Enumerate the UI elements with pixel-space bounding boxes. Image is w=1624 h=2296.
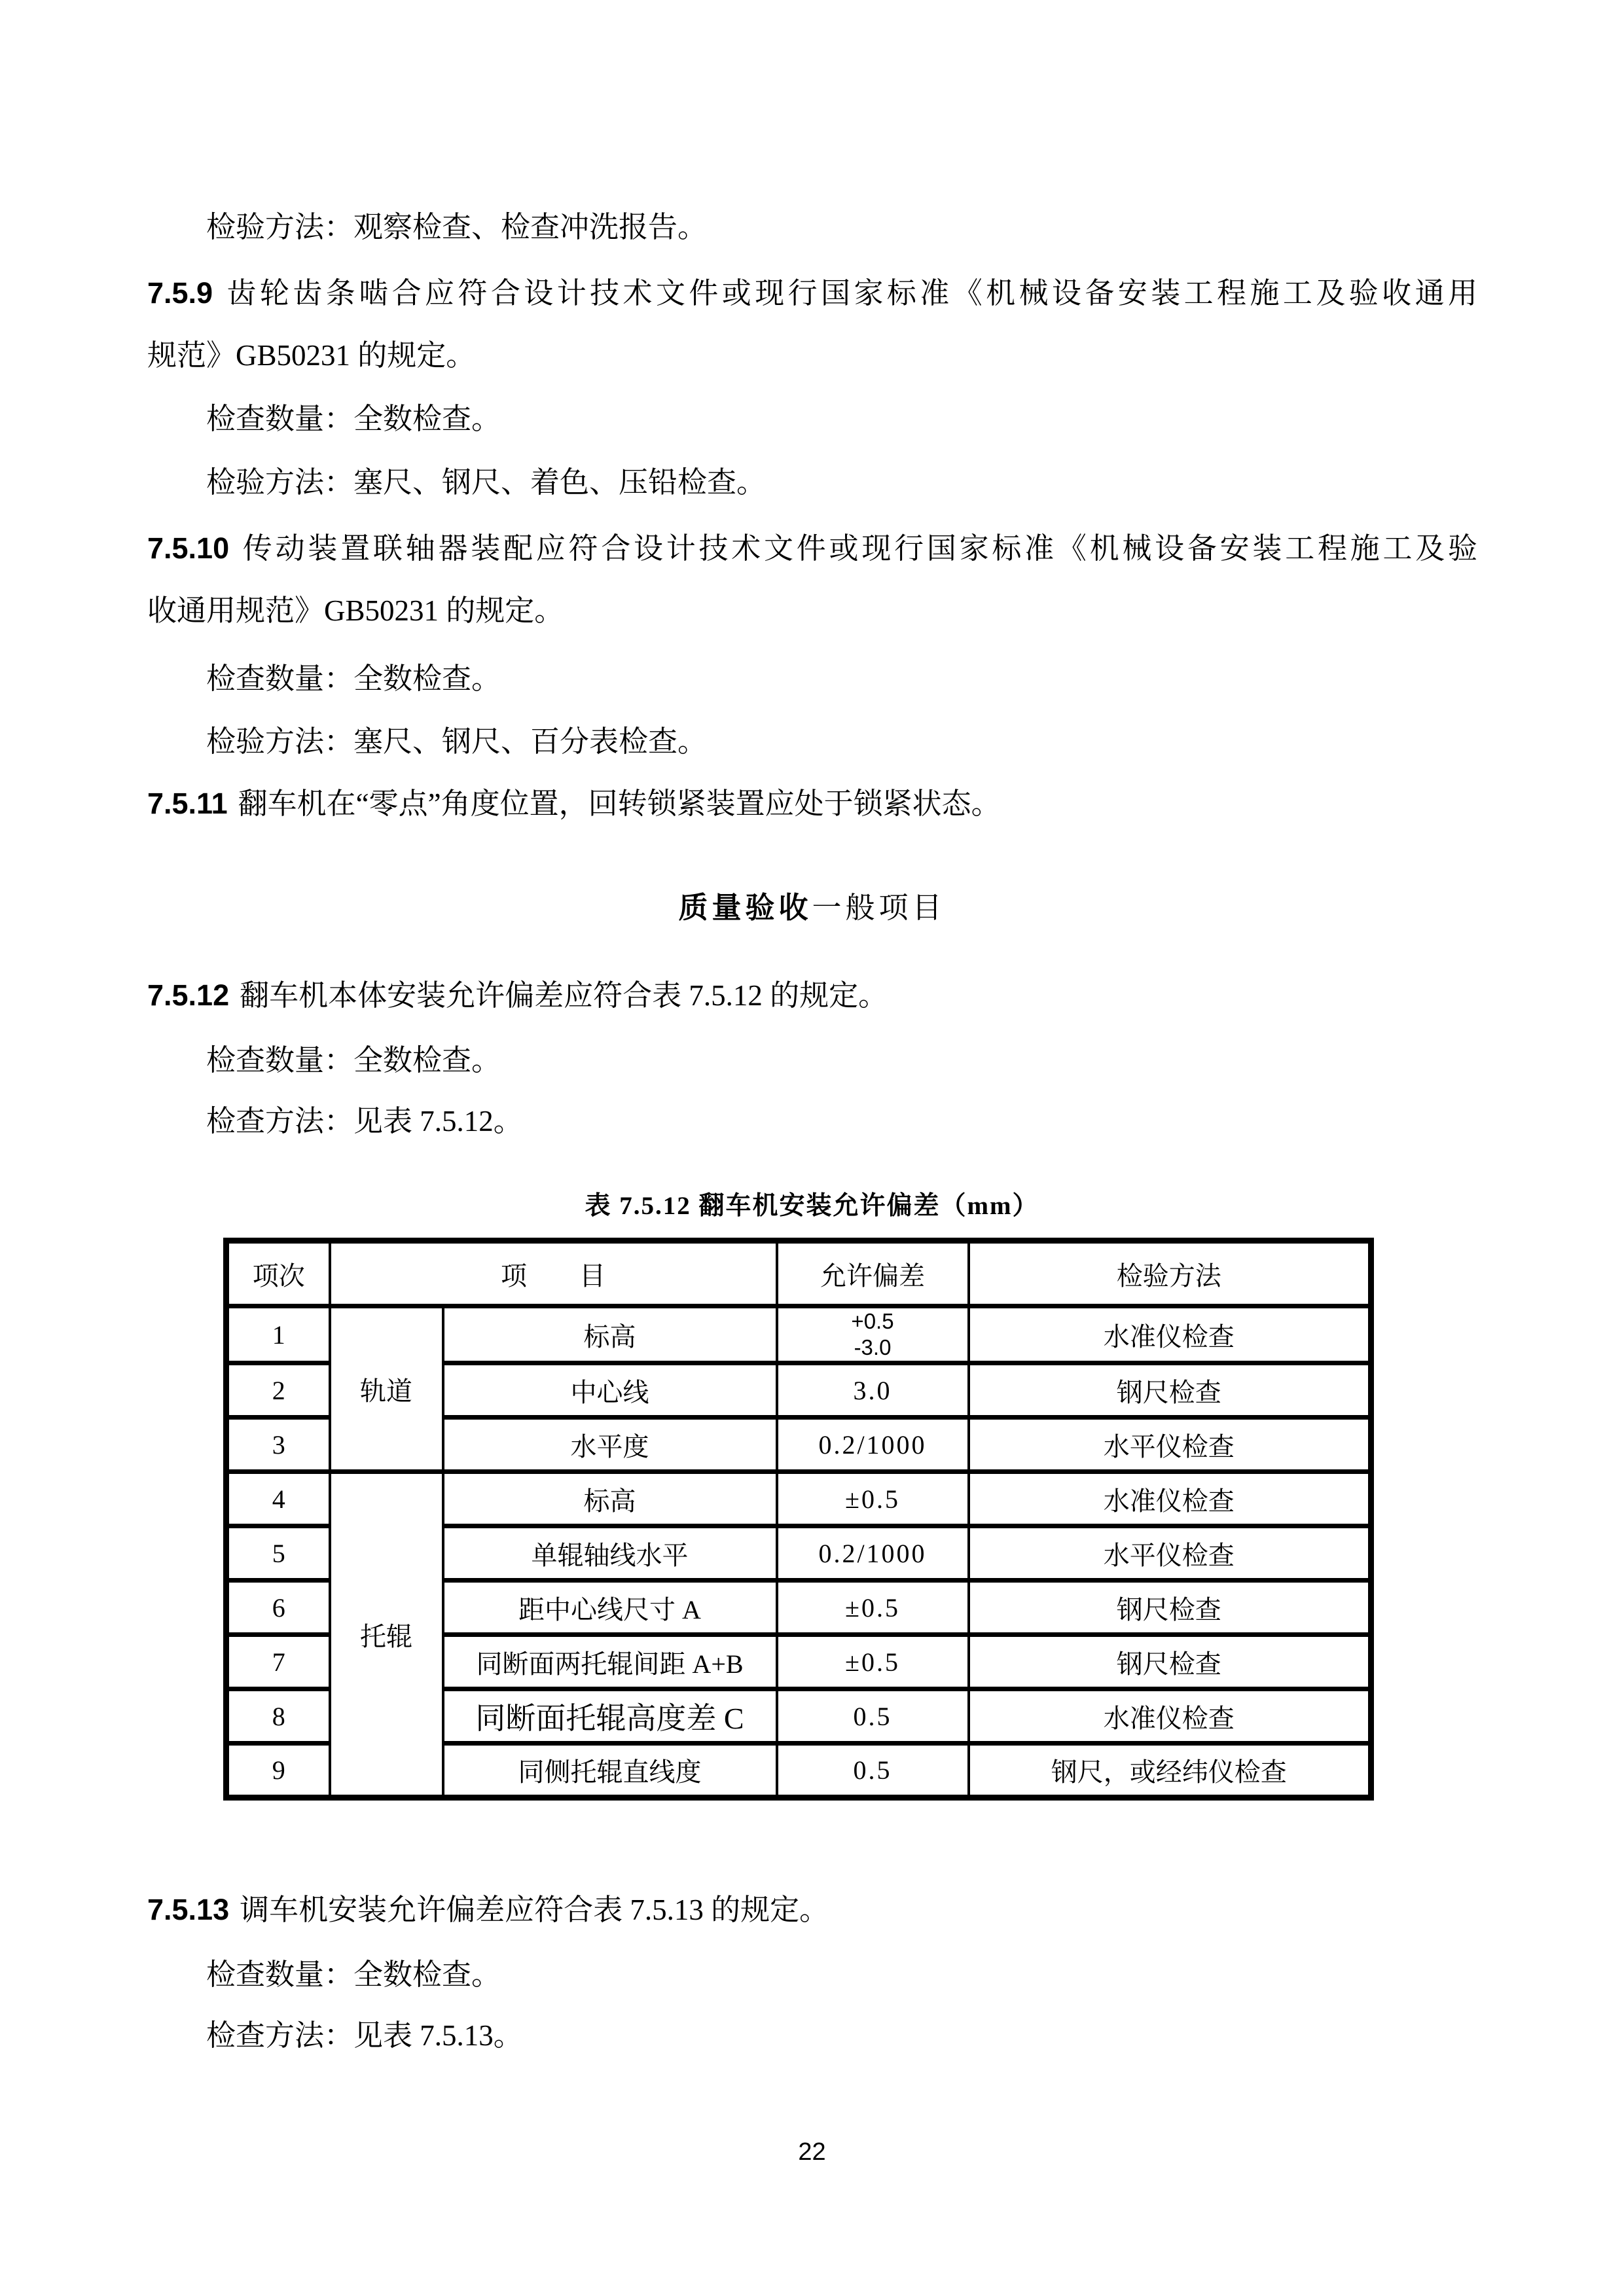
paragraph-check-quantity: [206, 387, 501, 451]
cell-method: 水平仪检查: [969, 1418, 1371, 1472]
header-item: 项 目: [330, 1241, 777, 1306]
table-row: [226, 1472, 1371, 1526]
section-number: 7.5.12: [147, 978, 230, 1012]
cell-method: 水准仪检查: [969, 1689, 1371, 1744]
paragraph-text: 检查数量：全数检查。: [206, 403, 501, 435]
paragraph-text: 检验方法：塞尺、钢尺、百分表检查。: [206, 725, 708, 758]
table-caption-text: 表 7.5.12 翻车机安装允许偏差（mm）: [585, 1192, 1039, 1220]
cell-item: 同断面两托辊间距 A+B: [443, 1635, 777, 1689]
heading-bold-part: 质量验收: [678, 891, 812, 924]
cell-deviation: 0.5: [777, 1744, 969, 1798]
header-method: 检验方法: [969, 1241, 1371, 1306]
section-7-5-9-line2: [147, 324, 475, 387]
cell-method: 钢尺，或经纬仪检查: [969, 1744, 1371, 1798]
group-cell-idler: 托辊: [330, 1472, 443, 1798]
cell-deviation: 0.2/1000: [777, 1526, 969, 1581]
section-7-5-10-line1: [147, 516, 1477, 580]
section-7-5-11-line: [147, 772, 1001, 835]
paragraph-text: 检查数量：全数检查。: [206, 1044, 501, 1077]
cell-method: 钢尺检查: [969, 1581, 1371, 1635]
cell-deviation: ±0.5: [777, 1581, 969, 1635]
cell-index: 2: [226, 1363, 330, 1418]
cell-index: 4: [226, 1472, 330, 1526]
subsection-heading: [0, 876, 1624, 940]
tolerance-table-7-5-12: [223, 1238, 1374, 1801]
section-number: 7.5.10: [147, 531, 230, 565]
cell-item: 水平度: [443, 1418, 777, 1472]
paragraph-inspection-method: [206, 451, 766, 514]
cell-index: 3: [226, 1418, 330, 1472]
cell-method: 水平仪检查: [969, 1526, 1371, 1581]
cell-item: 标高: [443, 1472, 777, 1526]
cell-method: 钢尺检查: [969, 1635, 1371, 1689]
cell-deviation: 3.0: [777, 1363, 969, 1418]
paragraph-inspection-method: [206, 710, 707, 774]
paragraph-check-method: [206, 1090, 523, 1153]
paragraph-inspection-method: [206, 196, 707, 259]
paragraph-text: 翻车机本体安装允许偏差应符合表 7.5.12 的规定。: [240, 979, 888, 1012]
cell-deviation: 0.2/1000: [777, 1418, 969, 1472]
paragraph-text: 检验方法：观察检查、检查冲洗报告。: [206, 211, 708, 243]
cell-item: 标高: [443, 1306, 777, 1363]
cell-item: 距中心线尺寸 A: [443, 1581, 777, 1635]
cell-method: 水准仪检查: [969, 1306, 1371, 1363]
cell-index: 1: [226, 1306, 330, 1363]
paragraph-text: 调车机安装允许偏差应符合表 7.5.13 的规定。: [240, 1893, 829, 1926]
paragraph-text: 翻车机在“零点”角度位置，回转锁紧装置应处于锁紧状态。: [238, 787, 1001, 820]
deviation-upper: +0.5: [851, 1309, 894, 1333]
paragraph-text: 检验方法：塞尺、钢尺、着色、压铅检查。: [206, 466, 767, 499]
cell-method: 钢尺检查: [969, 1363, 1371, 1418]
section-number: 7.5.11: [147, 787, 228, 820]
table-header-row: [226, 1241, 1371, 1306]
header-index: 项次: [226, 1241, 330, 1306]
section-7-5-13-line: [147, 1878, 829, 1941]
section-7-5-10-line2: [147, 579, 564, 643]
cell-index: 9: [226, 1744, 330, 1798]
heading-regular-part: 一般项目: [812, 891, 946, 924]
cell-item: 同断面托辊高度差 C: [443, 1689, 777, 1744]
cell-method: 水准仪检查: [969, 1472, 1371, 1526]
table-row: [226, 1306, 1371, 1363]
paragraph-text: 检查数量：全数检查。: [206, 662, 501, 695]
section-number: 7.5.9: [147, 276, 213, 310]
group-cell-rail: 轨道: [330, 1306, 443, 1472]
cell-item: 中心线: [443, 1363, 777, 1418]
paragraph-text: 检查数量：全数检查。: [206, 1958, 501, 1991]
cell-deviation: [777, 1306, 969, 1363]
paragraph-check-quantity: [206, 647, 501, 711]
header-deviation: 允许偏差: [777, 1241, 969, 1306]
cell-deviation: ±0.5: [777, 1472, 969, 1526]
paragraph-text: 传动装置联轴器装配应符合设计技术文件或现行国家标准《机械设备安装工程施工及验: [240, 532, 1477, 565]
cell-index: 5: [226, 1526, 330, 1581]
cell-item: 单辊轴线水平: [443, 1526, 777, 1581]
deviation-lower: -3.0: [854, 1335, 892, 1359]
paragraph-text: 收通用规范》GB50231 的规定。: [147, 594, 564, 627]
section-7-5-12-line: [147, 963, 888, 1027]
cell-index: 8: [226, 1689, 330, 1744]
paragraph-text: 规范》GB50231 的规定。: [147, 339, 476, 372]
cell-index: 7: [226, 1635, 330, 1689]
paragraph-check-quantity: [206, 1943, 501, 2007]
paragraph-check-method: [206, 2004, 523, 2068]
table-caption: [0, 1179, 1624, 1234]
paragraph-text: 齿轮齿条啮合应符合设计技术文件或现行国家标准《机械设备安装工程施工及验收通用: [223, 277, 1477, 310]
cell-item: 同侧托辊直线度: [443, 1744, 777, 1798]
cell-index: 6: [226, 1581, 330, 1635]
section-7-5-9-line1: [147, 261, 1477, 325]
cell-deviation: 0.5: [777, 1689, 969, 1744]
paragraph-text: 检查方法：见表 7.5.13。: [206, 2019, 523, 2052]
section-number: 7.5.13: [147, 1893, 230, 1926]
paragraph-check-quantity: [206, 1029, 501, 1092]
paragraph-text: 检查方法：见表 7.5.12。: [206, 1105, 523, 1138]
cell-deviation: ±0.5: [777, 1635, 969, 1689]
page-number: 22: [798, 2138, 826, 2166]
